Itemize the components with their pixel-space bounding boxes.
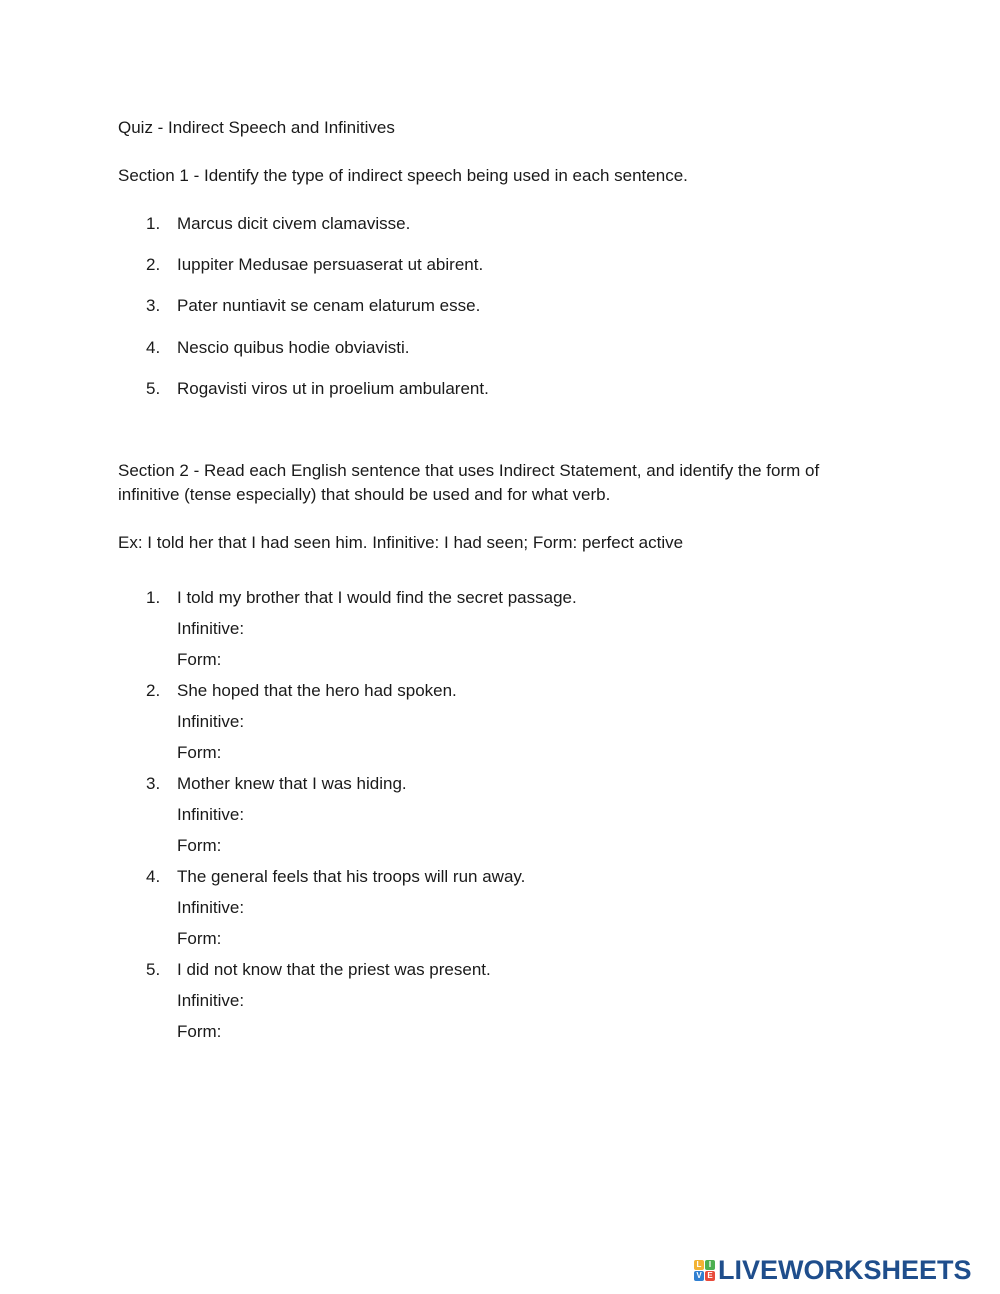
logo-letter-e: E	[705, 1271, 715, 1281]
infinitive-label: Infinitive:	[177, 805, 245, 824]
item-text: Nescio quibus hodie obviavisti.	[177, 338, 410, 357]
item-number: 3.	[146, 774, 161, 793]
item-text: The general feels that his troops will run away.	[177, 867, 526, 886]
form-label: Form:	[177, 836, 222, 855]
form-label: Form:	[177, 743, 222, 762]
item-number: 5.	[146, 960, 161, 979]
logo-letter-v: V	[694, 1271, 704, 1281]
infinitive-label: Infinitive:	[177, 991, 245, 1010]
item-number: 4.	[146, 338, 161, 357]
logo-letter-l: L	[694, 1260, 704, 1270]
form-label: Form:	[177, 650, 222, 669]
logo-letter-i: I	[705, 1260, 715, 1270]
item-number: 1.	[146, 588, 161, 607]
item-number: 5.	[146, 379, 161, 398]
liveworksheets-logo	[694, 1256, 972, 1284]
item-text: She hoped that the hero had spoken.	[177, 681, 457, 700]
item-text: Mother knew that I was hiding.	[177, 774, 407, 793]
item-text: Iuppiter Medusae persuaserat ut abirent.	[177, 255, 484, 274]
item-text: I did not know that the priest was present.	[177, 960, 491, 979]
liveworksheets-logo-icon	[694, 1260, 715, 1281]
item-number: 3.	[146, 296, 161, 315]
item-text: Pater nuntiavit se cenam elaturum esse.	[177, 296, 481, 315]
item-text: I told my brother that I would find the secret passage.	[177, 588, 577, 607]
example-line: Ex: I told her that I had seen him. Infinitive: I had seen; Form: perfect active	[118, 533, 684, 552]
item-text: Rogavisti viros ut in proelium ambularent.	[177, 379, 489, 398]
item-number: 1.	[146, 214, 161, 233]
section-1-heading: Section 1 - Identify the type of indirect speech being used in each sentence.	[118, 166, 688, 185]
infinitive-label: Infinitive:	[177, 619, 245, 638]
section-2-heading: Section 2 - Read each English sentence that uses Indirect Statement, and identify the form of infinitive (tense especially) that should be used and for what verb.	[118, 461, 820, 504]
logo-text: LIVEWORKSHEETS	[718, 1254, 972, 1285]
item-number: 4.	[146, 867, 161, 886]
infinitive-label: Infinitive:	[177, 898, 245, 917]
form-label: Form:	[177, 1022, 222, 1041]
item-number: 2.	[146, 255, 161, 274]
item-text: Marcus dicit civem clamavisse.	[177, 214, 411, 233]
infinitive-label: Infinitive:	[177, 712, 245, 731]
item-number: 2.	[146, 681, 161, 700]
form-label: Form:	[177, 929, 222, 948]
quiz-title: Quiz - Indirect Speech and Infinitives	[118, 118, 395, 137]
